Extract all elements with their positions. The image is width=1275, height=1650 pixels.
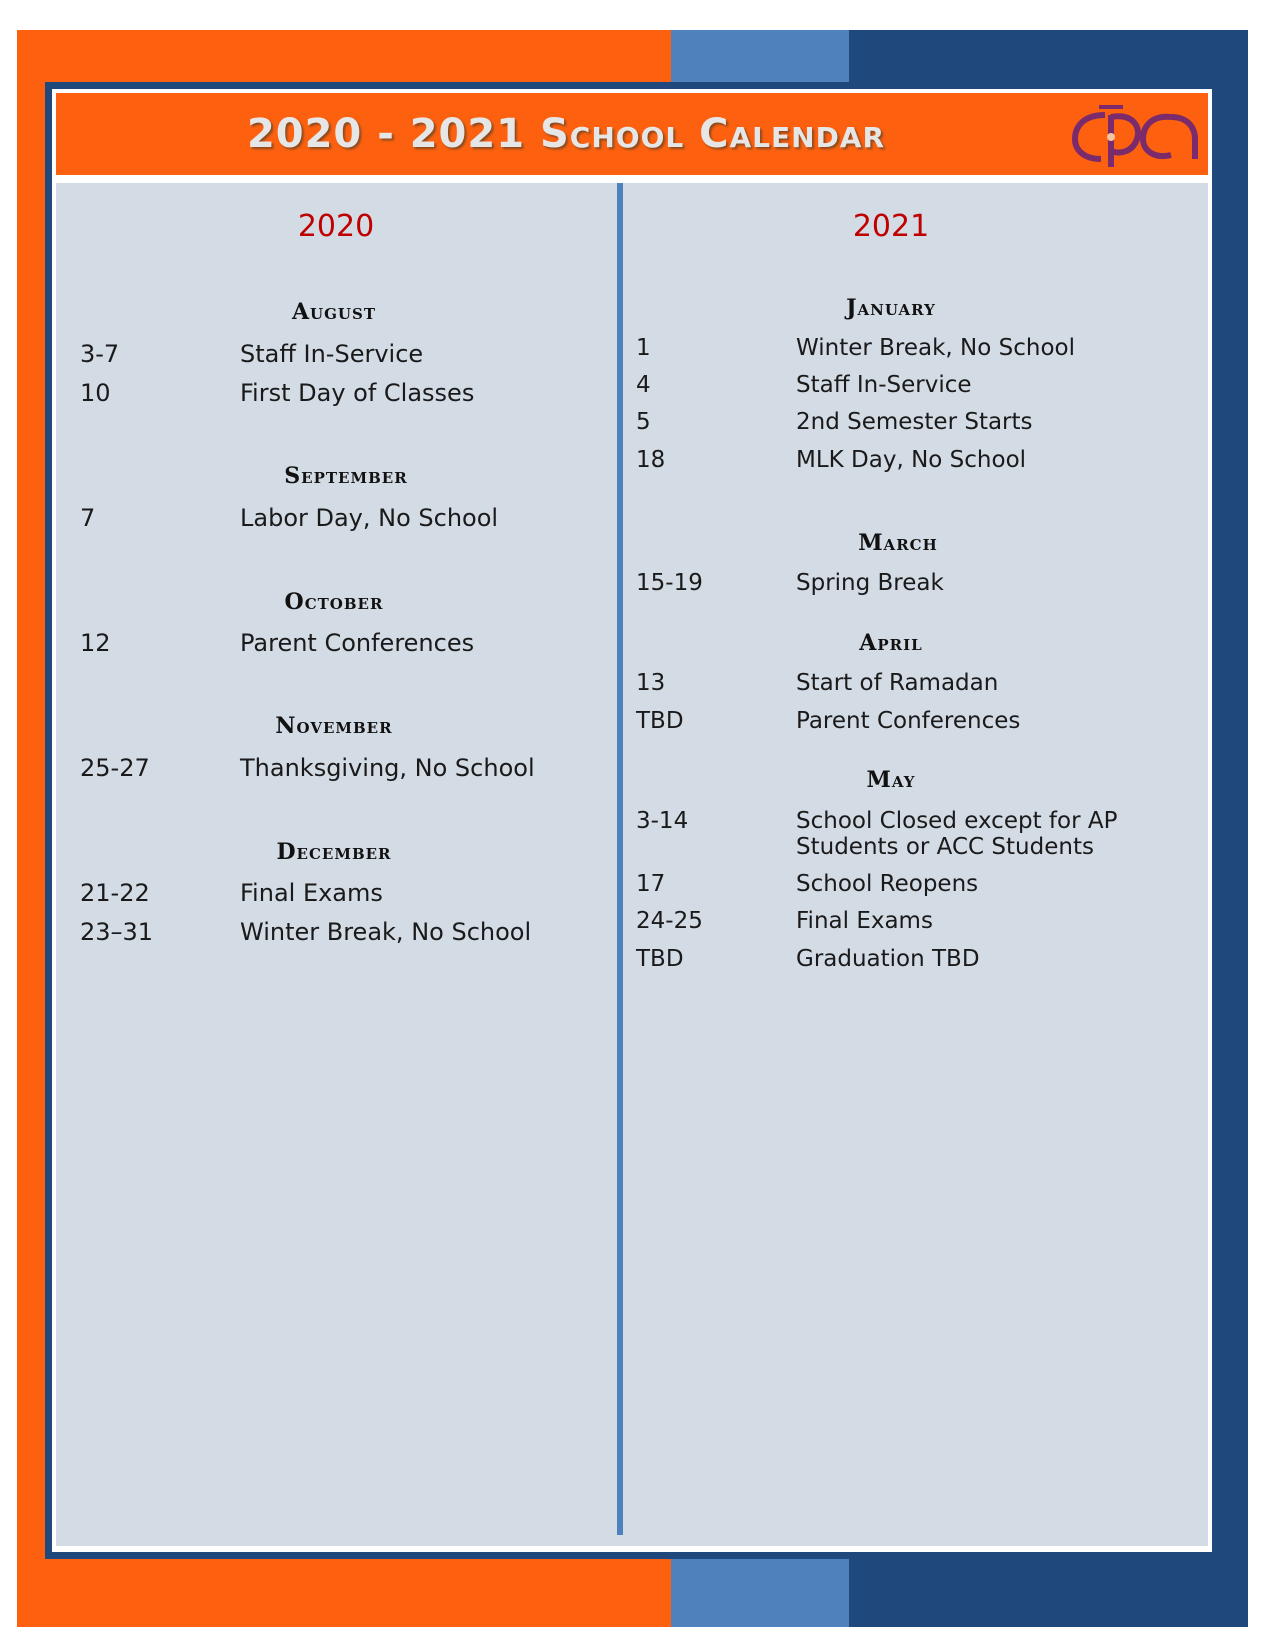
month-heading: May [866,767,916,793]
event-description: Thanksgiving, No School [240,754,535,782]
event-date: 24-25 [636,908,703,934]
month-heading: September [284,463,408,489]
month-heading: October [284,589,384,615]
event-description: Graduation TBD [796,946,980,972]
event-description: Labor Day, No School [240,504,499,532]
calendar-panel [52,89,1212,1552]
event-date: TBD [636,946,684,972]
event-date: 4 [636,372,651,398]
event-date: 13 [636,670,666,696]
event-description-line2: Students or ACC Students [796,834,1094,860]
event-description: Staff In-Service [796,372,972,398]
month-heading: March [858,530,938,556]
calendar-body [56,183,1208,1546]
event-date: 10 [80,379,111,407]
event-description: MLK Day, No School [796,447,1027,473]
event-description: Final Exams [796,908,933,934]
event-description: School Reopens [796,871,979,897]
event-description: Winter Break, No School [240,918,532,946]
event-description: 2nd Semester Starts [796,409,1033,435]
month-heading: April [859,630,923,656]
event-date: 23–31 [80,918,154,946]
event-description: Parent Conferences [796,708,1021,734]
page-title: 2020 - 2021 School Calendar [246,111,886,157]
event-description: Spring Break [796,570,944,596]
event-date: 5 [636,409,651,435]
event-date: 21-22 [80,879,150,907]
event-description: Staff In-Service [240,340,424,368]
event-date: 25-27 [80,754,150,782]
event-date: 12 [80,629,111,657]
event-date: 7 [80,504,96,532]
event-description: Parent Conferences [240,629,475,657]
event-description: Winter Break, No School [796,335,1075,361]
school-logo-icon [1071,101,1201,169]
event-description: Start of Ramadan [796,670,999,696]
event-date: 15-19 [636,570,703,596]
header-bar [56,93,1208,175]
event-date: 18 [636,447,666,473]
column-divider [617,183,623,1535]
event-date: TBD [636,708,684,734]
event-description: Final Exams [240,879,383,907]
event-date: 17 [636,871,666,897]
event-description: First Day of Classes [240,379,475,407]
event-date: 3-7 [80,340,120,368]
event-date: 1 [636,335,651,361]
month-heading: December [276,839,392,865]
event-date: 3-14 [636,808,689,834]
year-heading: 2020 [297,209,375,244]
month-heading: August [291,299,377,325]
month-heading: November [275,713,393,739]
event-description: School Closed except for AP [796,808,1118,834]
year-heading: 2021 [852,209,930,244]
month-heading: January [846,295,936,321]
